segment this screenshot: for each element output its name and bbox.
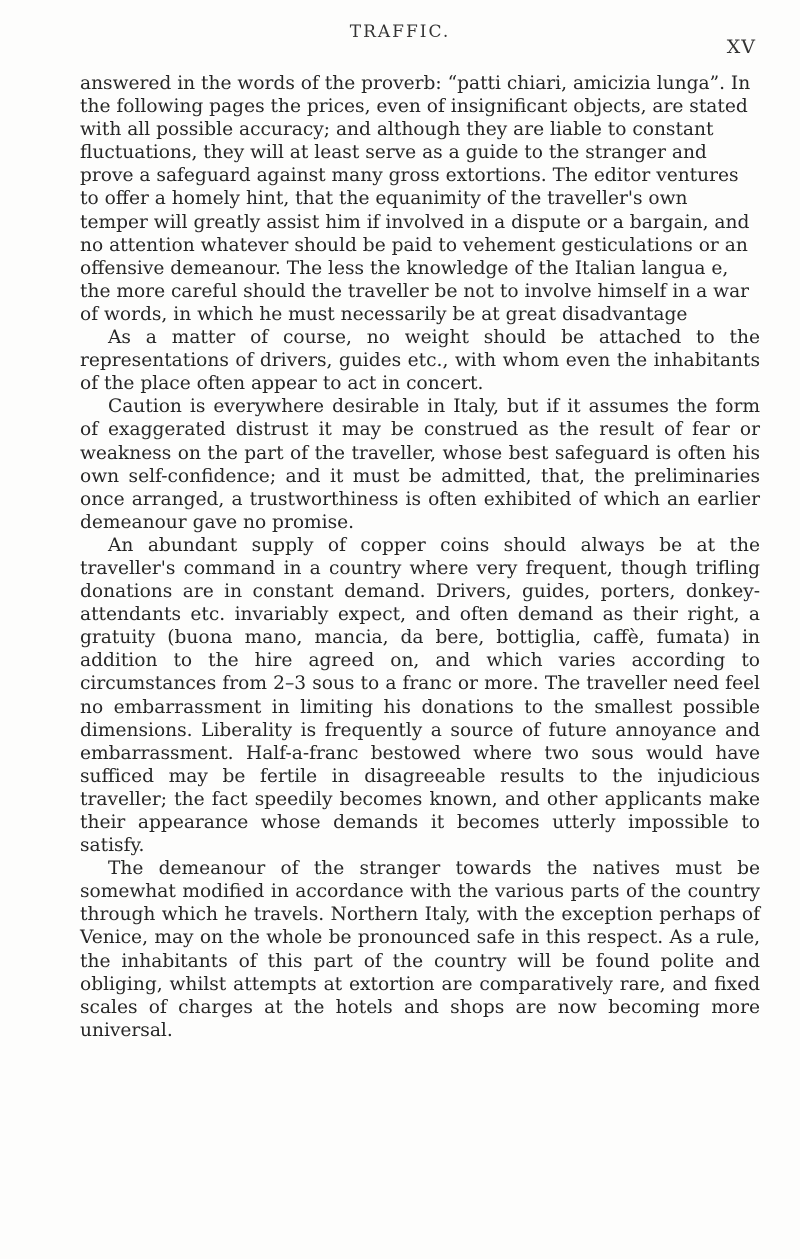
- paragraph-representations: As a matter of course, no weight should be attached to the representations of drivers, guides etc., with whom even the inhabitants of the place often appear to act in concert.: [80, 327, 760, 395]
- body-text: [80, 72, 760, 1042]
- running-head: [0, 14, 800, 58]
- running-title: TRAFFIC.: [349, 22, 451, 42]
- paragraph-caution: Caution is everywhere desirable in Italy, but if it assumes the form of exaggerated distrust it may be construed as the result of fear or weakness on the part of the traveller, whose best safeguard is often his own self-confidence; and it must be admitted, that, the preliminaries once arranged, a trustworthiness is often exhibited of which an earlier demeanour gave no promise.: [80, 396, 760, 533]
- paragraph-copper-coins: An abundant supply of copper coins should always be at the traveller's command in a country where very frequent, though trifling donations are in constant demand. Drivers, guides, porters, donkey-attendants etc. invariably expect, and often demand as their right, a gratuity (buona mano, mancia, da bere, bottiglia, caffè, fumata) in addition to the hire agreed on, and which varies according to circumstances from 2–3 sous to a franc or more. The traveller need feel no embarrassment in limiting his donations to the smallest possible dimensions. Liberality is frequently a source of future annoyance and embarrassment. Half-a-franc bestowed where two sous would have sufficed may be fertile in disagreeable results to the injudicious traveller; the fact speedily becomes known, and other applicants make their appearance whose demands it becomes utterly impossible to satisfy.: [80, 534, 760, 857]
- paragraph-continuation: answered in the words of the proverb: “patti chiari, amicizia lunga”. In the following pages the prices, even of insignificant objects, are stated with all possible accuracy; and although they are liable to constant fluctuations, they will at least serve as a guide to the stranger and prove a safeguard against many gross extortions. The editor ventures to offer a homely hint, that the equanimity of the traveller's own temper will greatly assist him if involved in a dispute or a bargain, and no attention whatever should be paid to vehement gesticulations or an offensive demeanour. The less the knowledge of the Italian langua e, the more careful should the traveller be not to involve himself in a war of words, in which he must necessarily be at great disadvantage: [80, 73, 751, 325]
- paragraph-demeanour: The demeanour of the stranger towards the natives must be somewhat modified in accordance with the various parts of the country through which he travels. Northern Italy, with the exception perhaps of Venice, may on the whole be pronounced safe in this respect. As a rule, the inhabitants of this part of the country will be found polite and obliging, whilst attempts at extortion are comparatively rare, and fixed scales of charges at the hotels and shops are now becoming more universal.: [80, 858, 760, 1041]
- page-number: XV: [726, 36, 756, 58]
